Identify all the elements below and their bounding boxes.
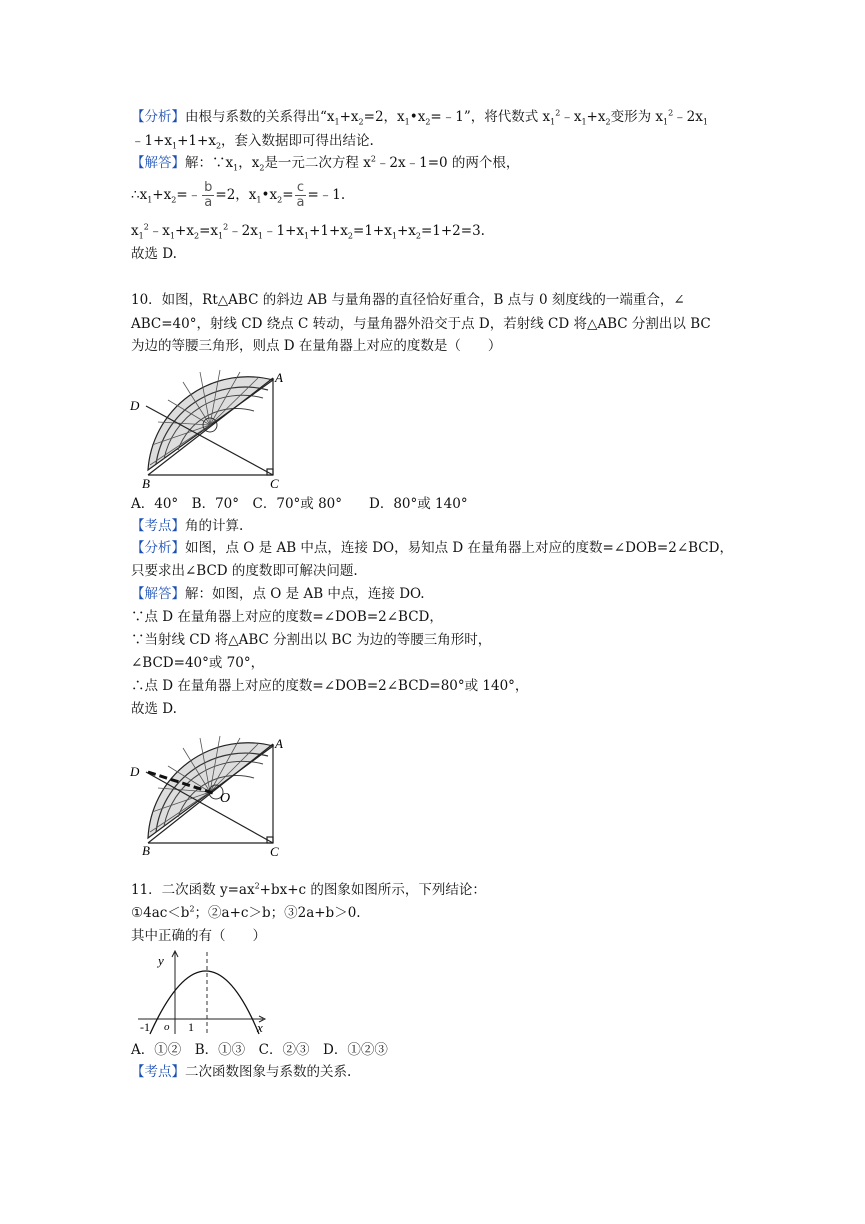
protractor-figure-1 (128, 360, 298, 490)
protractor-body (148, 736, 273, 838)
q10-solution-line5: ∴点 D 在量角器上对应的度数=∠DOB=2∠BCD=80°或 140°， (131, 678, 529, 694)
label-c: C (270, 476, 279, 490)
protractor-body (148, 370, 273, 470)
q9-solution-line3: $x_1^2﹣x_1+x_2=x_1^2﹣2x_1﹣1+x_1+1+x_2=1+x_1+x_2=1+2=3$. (131, 222, 485, 241)
q10-solution-line2: ∵点 D 在量角器上对应的度数=∠DOB=2∠BCD， (131, 609, 443, 625)
label-o: O (220, 791, 231, 806)
q10-analysis-line2: 只要求出∠BCD 的度数即可解决问题. (131, 563, 358, 579)
q10-kaodian: 【考点】角的计算. (131, 518, 244, 534)
label-b: B (142, 476, 150, 490)
q9-conclusion: 故选 D. (131, 246, 177, 262)
q11-kaodian: 【考点】二次函数图象与系数的关系. (131, 1064, 352, 1080)
q11-stem-line2: $①4ac<b^2$；②a+c＞b；③2a+b＞0. (131, 904, 361, 921)
q10-stem-line1: 10．如图，Rt△ABC 的斜边 AB 与量角器的直径恰好重合，B 点与 0 刻度线的一端重合，∠ (131, 292, 685, 308)
label-a: A (275, 370, 283, 385)
solution-tag: 【解答】 (131, 155, 185, 171)
q11-options: A．①② B．①③ C．②③ D．①②③ (131, 1042, 388, 1058)
q11-stem-line3: 其中正确的有（ ） (131, 928, 266, 944)
q10-analysis-line1: 【分析】如图，点 O 是 AB 中点，连接 DO，易知点 D 在量角器上对应的度数=∠DOB=2∠BCD， (131, 540, 733, 556)
label-origin: o (164, 1021, 170, 1033)
q10-solution-line1: 【解答】解：如图，点 O 是 AB 中点，连接 DO. (131, 586, 425, 602)
analysis-tag: 【分析】 (131, 109, 185, 125)
q10-solution-line3: ∵当射线 CD 将△ABC 分割出以 BC 为边的等腰三角形时， (131, 632, 492, 648)
q11-stem-line1: 11．二次函数 $y=ax^2+bx+c$ 的图象如图所示，下列结论： (131, 881, 486, 898)
q9-analysis-line1: 【分析】由根与系数的关系得出“$x_1+x_2=2$，$x_1•x_2=﹣1$”，将代数式 $x_1^2﹣x_1+x_2$变形为 $x_1^2﹣2x_1$ (131, 108, 708, 127)
label-x: x (257, 1020, 263, 1035)
q10-options: A．40° B．70° C．70°或 80° D．80°或 140° (131, 496, 468, 512)
protractor-figure-2 (128, 726, 298, 858)
q10-solution-line4: ∠BCD=40°或 70°， (131, 655, 265, 671)
fraction-b-over-a: $\frac{b}{a}$ (204, 180, 213, 210)
q9-analysis-line2: $﹣1+x_1+1+x_2$，套入数据即可得出结论. (131, 133, 374, 151)
label-d: D (130, 398, 140, 413)
label-neg1: -1 (140, 1020, 150, 1034)
parabola-graph (128, 948, 273, 1036)
label-one: 1 (188, 1020, 194, 1034)
fraction-c-over-a: $\frac{c}{a}$ (296, 180, 305, 210)
q10-conclusion: 故选 D. (131, 701, 177, 717)
label-b: B (142, 843, 150, 858)
label-d: D (130, 764, 140, 779)
q9-solution-line2: $\therefore x_1+x_2=﹣$ $\frac{b}{a}$ =2，$x_1•x_2=$ $\frac{c}{a}$ =﹣1. (131, 180, 346, 210)
q10-stem-line3: 为边的等腰三角形，则点 D 在量角器上对应的度数是（ ） (131, 338, 502, 354)
q9-solution-line1: 【解答】解：$\because x_1$，$x_2$是一元二次方程 $x^2﹣2x﹣1=0$ 的两个根， (131, 154, 520, 173)
label-y: y (158, 953, 164, 968)
q10-stem-line2: ABC=40°，射线 CD 绕点 C 转动，与量角器外沿交于点 D，若射线 CD 将△ABC 分割出以 BC (131, 316, 711, 332)
label-a: A (275, 736, 283, 751)
label-c: C (270, 844, 279, 858)
